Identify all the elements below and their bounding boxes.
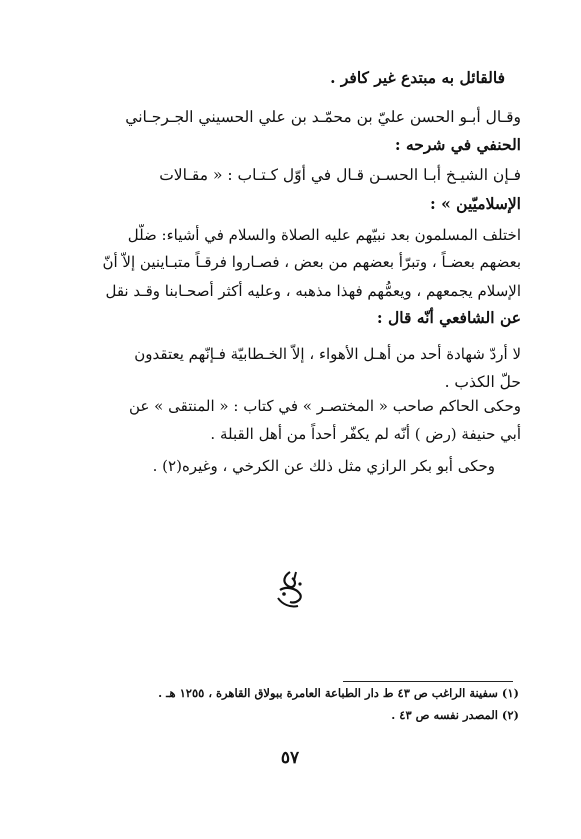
- text-line-7: بعضهم بعضـاً ، وتبرّأ بعضهم من بعض ، فصـاروا فرقـاً متبـاينين إلاّ أنّ: [102, 253, 521, 271]
- text-line-3: الحنفي في شرحه :: [394, 135, 521, 154]
- text-line-2: وقـال أبـو الحسن عليّ بن محمّـد بن علي الحسيني الجـرجـاني: [125, 108, 521, 126]
- text-line-6: اختلف المسلمون بعد نبيّهم عليه الصلاة والسلام في أشياء: ضلّل: [127, 226, 521, 244]
- calligraphic-ornament-icon: [270, 568, 310, 610]
- footnote-1: (١) سفينة الراغب ص ٤٣ ط دار الطباعة العامرة ببولاق القاهرة ، ١٢٥٥ هـ .: [158, 686, 519, 700]
- text-line-12: وحكى الحاكم صاحب « المختصـر » في كتاب : « المنتقى » عن: [129, 397, 521, 415]
- footnote-2: (٢) المصدر نفسه ص ٤٣ .: [391, 708, 519, 722]
- text-line-8: الإسلام يجمعهم ، ويعمُّهم فهذا مذهبه ، وعليه أكثر أصحـابنا وقـد نقل: [105, 282, 521, 300]
- footnote-separator: [343, 681, 513, 682]
- text-line-13: أبي حنيفة (رض ) أنّه لم يكفّر أحداً من أهل القبلة .: [210, 425, 521, 443]
- text-line-14: وحكى أبو بكر الرازي مثل ذلك عن الكرخي ، وغيره(٢) .: [152, 457, 495, 475]
- text-line-11: حلّ الكذب .: [444, 373, 521, 391]
- text-line-1: فالقائل به مبتدع غير كافر .: [330, 68, 505, 87]
- text-line-4: فـإن الشيـخ أبـا الحسـن قـال في أوّل كـتـاب : « مقـالات: [159, 166, 521, 184]
- page-number: ٥٧: [280, 748, 300, 768]
- text-line-5: الإسلاميّين » :: [429, 194, 521, 213]
- text-line-10: لا أردّ شهادة أحد من أهـل الأهواء ، إلاّ الخـطابيّة فـإنّهم يعتقدون: [134, 345, 521, 363]
- text-line-9: عن الشافعي أنّه قال :: [376, 308, 521, 327]
